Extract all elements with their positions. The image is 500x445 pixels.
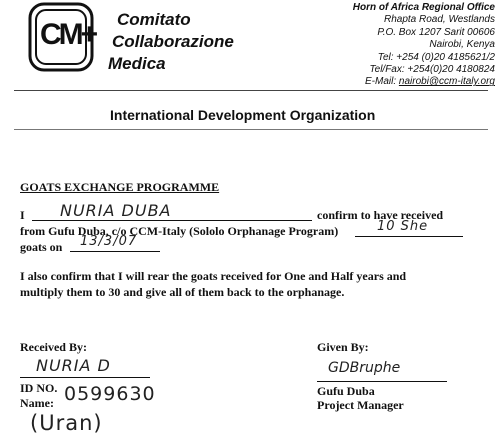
org-name-line-2: Collaborazione <box>112 32 234 51</box>
office-fax: Tel/Fax: +254(0)20 4180824 <box>369 64 495 76</box>
goats-blank-line <box>355 236 463 237</box>
line3-prefix: goats on <box>20 240 63 254</box>
received-signature-line <box>20 377 150 378</box>
received-label: Received By: <box>20 340 87 354</box>
line1-suffix: confirm to have received <box>317 208 444 222</box>
giver-signature: GDBruphe <box>328 360 401 376</box>
id-label: ID NO. <box>20 381 58 395</box>
subtitle-divider <box>14 129 488 130</box>
giver-name: Gufu Duba <box>317 384 375 398</box>
subtitle: International Development Organization <box>110 107 376 123</box>
programme-title: GOATS EXCHANGE PROGRAMME <box>20 180 220 194</box>
line1-prefix: I <box>20 208 25 222</box>
office-title: Horn of Africa Regional Office <box>352 2 495 13</box>
name-blank-line <box>32 220 312 221</box>
handwritten-name-note: (Uran) <box>30 411 103 435</box>
ccm-logo <box>28 2 98 74</box>
office-address-line: Nairobi, Kenya <box>429 39 495 51</box>
org-name-line-3: Medica <box>108 54 166 73</box>
received-signature: NURIA D <box>36 356 111 375</box>
office-email-row <box>353 76 495 88</box>
handwritten-id-number: 0599630 <box>64 383 156 405</box>
office-address-line: Rhapta Road, Westlands <box>384 14 495 26</box>
line2-text: from Gufu Duba, c/o CCM-Italy (Sololo Orphanage Program) <box>20 224 339 238</box>
given-signature-line <box>317 381 447 382</box>
header-divider <box>14 90 488 91</box>
paragraph-line-1: I also confirm that I will rear the goats received for One and Half years and <box>20 269 407 283</box>
office-address <box>353 2 495 89</box>
giver-role: Project Manager <box>317 398 404 412</box>
handwritten-name: NURIA DUBA <box>60 201 172 220</box>
email-link[interactable]: nairobi@ccm-italy.org <box>398 76 495 88</box>
paragraph-line-2: multiply them to 30 and give all of them back to the orphanage. <box>20 285 345 299</box>
given-label: Given By: <box>317 340 369 354</box>
date-blank-line <box>70 251 160 252</box>
name-label: Name: <box>20 396 54 410</box>
handwritten-date: 13/3/07 <box>80 234 138 249</box>
org-name-line-1: Comitato <box>117 10 191 29</box>
office-address-line: P.O. Box 1207 Sarit 00606 <box>377 26 495 38</box>
email-label: E-Mail: <box>364 76 399 88</box>
office-tel: Tel: +254 (0)20 4185621/2 <box>377 51 495 63</box>
logo-text: CM+ <box>40 18 96 51</box>
handwritten-goats: 10 She <box>377 219 429 234</box>
